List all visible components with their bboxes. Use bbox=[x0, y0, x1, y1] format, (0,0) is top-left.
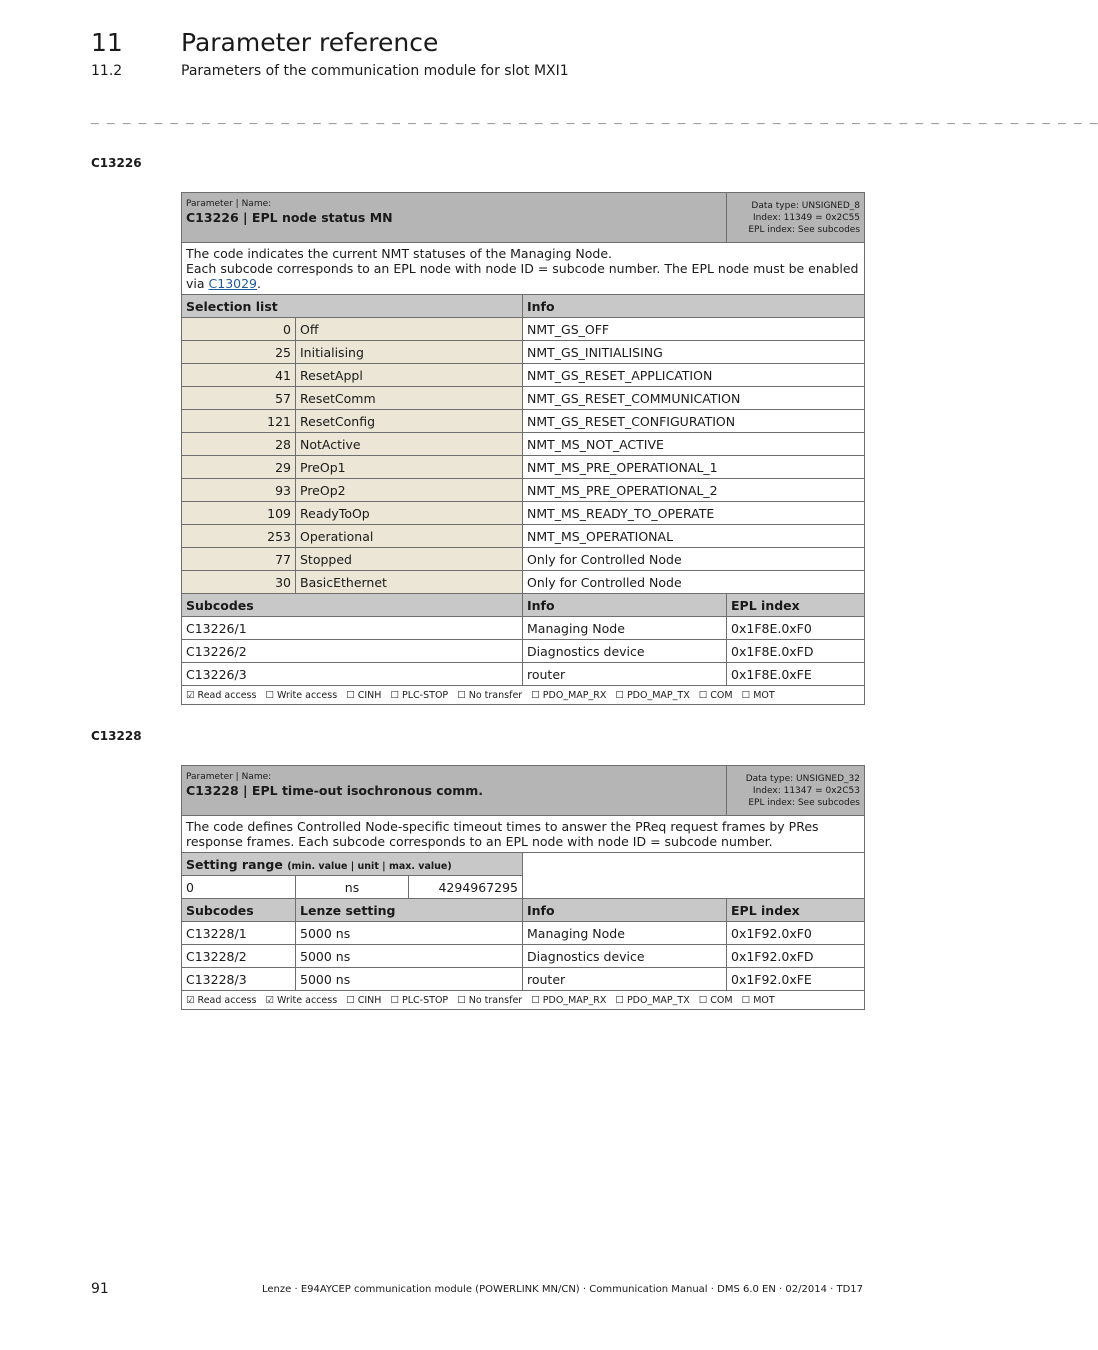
selection-row bbox=[182, 548, 865, 571]
c13228-parameter-table bbox=[181, 765, 865, 1010]
chapter-title: Parameter reference bbox=[181, 28, 439, 57]
selection-value: 28 bbox=[182, 433, 296, 456]
selection-value: 41 bbox=[182, 364, 296, 387]
selection-info: NMT_MS_READY_TO_OPERATE bbox=[523, 502, 865, 525]
subcodes-header: Subcodes bbox=[182, 594, 523, 617]
max-value: 4294967295 bbox=[409, 876, 523, 899]
subcode: C13226/1 bbox=[182, 617, 523, 640]
subcode: C13226/3 bbox=[182, 663, 523, 686]
selection-row bbox=[182, 410, 865, 433]
subcode-row bbox=[182, 968, 865, 991]
subcode-epl-index: 0x1F8E.0xFE bbox=[727, 663, 865, 686]
selection-name: Initialising bbox=[296, 341, 523, 364]
selection-row bbox=[182, 571, 865, 594]
selection-row bbox=[182, 502, 865, 525]
c13029-link[interactable]: C13029 bbox=[208, 276, 258, 291]
subcode-info: Managing Node bbox=[523, 922, 727, 945]
selection-info: NMT_MS_OPERATIONAL bbox=[523, 525, 865, 548]
subcode-row bbox=[182, 617, 865, 640]
selection-row bbox=[182, 387, 865, 410]
c13228-name-cell bbox=[182, 766, 727, 816]
subcode: C13226/2 bbox=[182, 640, 523, 663]
selection-value: 57 bbox=[182, 387, 296, 410]
subcodes-epl-header: EPL index bbox=[727, 594, 865, 617]
selection-name: Off bbox=[296, 318, 523, 341]
param-name-label: Parameter | Name: bbox=[186, 772, 272, 782]
selection-row bbox=[182, 318, 865, 341]
selection-name: PreOp1 bbox=[296, 456, 523, 479]
header-divider: _ _ _ _ _ _ _ _ _ _ _ _ _ _ _ _ _ _ _ _ _ _ _ _ _ _ _ _ _ _ _ _ _ _ _ _ _ _ _ _ _ _ _ _ _ _ _ _ _ _ _ _ _ _ _ _ _ _ _ _ _ _ _ _ bbox=[91, 110, 1098, 125]
selection-value: 253 bbox=[182, 525, 296, 548]
subcodes-epl-header: EPL index bbox=[727, 899, 865, 922]
lenze-setting-header: Lenze setting bbox=[296, 899, 523, 922]
subcode-info: Diagnostics device bbox=[523, 640, 727, 663]
parameter-index: Index: 11347 = 0x2C53 bbox=[752, 785, 860, 796]
selection-row bbox=[182, 525, 865, 548]
setting-range-note: (min. value | unit | max. value) bbox=[287, 860, 452, 872]
selection-info: NMT_MS_NOT_ACTIVE bbox=[523, 433, 865, 456]
selection-value: 109 bbox=[182, 502, 296, 525]
subcode-info: Diagnostics device bbox=[523, 945, 727, 968]
subcode-info: Managing Node bbox=[523, 617, 727, 640]
selection-name: ResetComm bbox=[296, 387, 523, 410]
selection-value: 0 bbox=[182, 318, 296, 341]
selection-row bbox=[182, 364, 865, 387]
c13226-name-cell bbox=[182, 193, 727, 243]
access-flags: ☑ Read access ☐ Write access ☐ CINH ☐ PLC-STOP ☐ No transfer ☐ PDO_MAP_RX ☐ PDO_MAP_TX ☐ COM ☐ MOT bbox=[182, 686, 865, 705]
subcode-row bbox=[182, 663, 865, 686]
section-number: 11.2 bbox=[91, 63, 123, 79]
selection-value: 121 bbox=[182, 410, 296, 433]
parameter-name: C13226 | EPL node status MN bbox=[186, 210, 393, 225]
setting-range-blank bbox=[523, 853, 865, 899]
page-number: 91 bbox=[91, 1281, 109, 1297]
subcodes-info-header: Info bbox=[523, 899, 727, 922]
description-period: . bbox=[257, 276, 261, 291]
section-title: Parameters of the communication module for slot MXI1 bbox=[181, 63, 569, 79]
selection-info: NMT_MS_PRE_OPERATIONAL_2 bbox=[523, 479, 865, 502]
selection-info: Only for Controlled Node bbox=[523, 571, 865, 594]
subcodes-info-header: Info bbox=[523, 594, 727, 617]
min-value: 0 bbox=[182, 876, 296, 899]
selection-name: PreOp2 bbox=[296, 479, 523, 502]
lenze-setting: 5000 ns bbox=[296, 945, 523, 968]
setting-range-label: Setting range bbox=[186, 856, 283, 872]
chapter-number: 11 bbox=[91, 28, 123, 57]
footer-text: Lenze · E94AYCEP communication module (POWERLINK MN/CN) · Communication Manual · DMS 6.0 EN · 02/2014 · TD17 bbox=[262, 1284, 863, 1295]
subcode-epl-index: 0x1F8E.0xF0 bbox=[727, 617, 865, 640]
data-type: Data type: UNSIGNED_32 bbox=[745, 773, 860, 784]
setting-range-header bbox=[182, 853, 523, 876]
c13226-description bbox=[182, 243, 865, 295]
selection-list-header: Selection list bbox=[182, 295, 523, 318]
description-line-1: The code indicates the current NMT statuses of the Managing Node. bbox=[186, 246, 613, 261]
selection-row bbox=[182, 456, 865, 479]
info-header: Info bbox=[523, 295, 865, 318]
selection-row bbox=[182, 479, 865, 502]
subcodes-header: Subcodes bbox=[182, 899, 296, 922]
subcode-epl-index: 0x1F92.0xFE bbox=[727, 968, 865, 991]
epl-index-note: EPL index: See subcodes bbox=[748, 797, 860, 808]
c13228-description: The code defines Controlled Node-specific timeout times to answer the PReq request frames by PRes response frames. Each subcode corresponds to an EPL node with node ID = subcode number. bbox=[182, 816, 865, 853]
selection-info: NMT_GS_RESET_CONFIGURATION bbox=[523, 410, 865, 433]
selection-info: NMT_GS_RESET_COMMUNICATION bbox=[523, 387, 865, 410]
subcode-epl-index: 0x1F8E.0xFD bbox=[727, 640, 865, 663]
selection-name: ResetAppl bbox=[296, 364, 523, 387]
data-type: Data type: UNSIGNED_8 bbox=[751, 200, 861, 211]
selection-row bbox=[182, 341, 865, 364]
selection-name: ResetConfig bbox=[296, 410, 523, 433]
description-line-2 bbox=[186, 261, 860, 291]
description-text: Each subcode corresponds to an EPL node with node ID = subcode number. The EPL node must be enabled via bbox=[186, 261, 859, 291]
lenze-setting: 5000 ns bbox=[296, 968, 523, 991]
lenze-setting: 5000 ns bbox=[296, 922, 523, 945]
subcode: C13228/1 bbox=[182, 922, 296, 945]
parameter-name: C13228 | EPL time-out isochronous comm. bbox=[186, 783, 484, 798]
c13226-parameter-table bbox=[181, 192, 865, 705]
selection-name: ReadyToOp bbox=[296, 502, 523, 525]
selection-name: BasicEthernet bbox=[296, 571, 523, 594]
c13226-datatype-cell bbox=[727, 193, 865, 243]
subcode-info: router bbox=[523, 968, 727, 991]
c13228-heading: C13228 bbox=[91, 729, 142, 743]
selection-value: 93 bbox=[182, 479, 296, 502]
selection-name: Operational bbox=[296, 525, 523, 548]
subcode-row bbox=[182, 640, 865, 663]
unit: ns bbox=[296, 876, 409, 899]
selection-name: NotActive bbox=[296, 433, 523, 456]
selection-info: NMT_MS_PRE_OPERATIONAL_1 bbox=[523, 456, 865, 479]
c13226-heading: C13226 bbox=[91, 156, 142, 170]
subcode: C13228/2 bbox=[182, 945, 296, 968]
selection-row bbox=[182, 433, 865, 456]
epl-index-note: EPL index: See subcodes bbox=[748, 224, 861, 235]
subcode: C13228/3 bbox=[182, 968, 296, 991]
access-flags: ☑ Read access ☑ Write access ☐ CINH ☐ PLC-STOP ☐ No transfer ☐ PDO_MAP_RX ☐ PDO_MAP_TX ☐ COM ☐ MOT bbox=[182, 991, 865, 1010]
selection-info: Only for Controlled Node bbox=[523, 548, 865, 571]
param-name-label: Parameter | Name: bbox=[186, 199, 272, 209]
selection-value: 30 bbox=[182, 571, 296, 594]
selection-info: NMT_GS_RESET_APPLICATION bbox=[523, 364, 865, 387]
selection-info: NMT_GS_OFF bbox=[523, 318, 865, 341]
selection-name: Stopped bbox=[296, 548, 523, 571]
subcode-epl-index: 0x1F92.0xF0 bbox=[727, 922, 865, 945]
subcode-epl-index: 0x1F92.0xFD bbox=[727, 945, 865, 968]
c13228-datatype-cell bbox=[727, 766, 865, 816]
selection-info: NMT_GS_INITIALISING bbox=[523, 341, 865, 364]
selection-value: 77 bbox=[182, 548, 296, 571]
selection-value: 25 bbox=[182, 341, 296, 364]
selection-value: 29 bbox=[182, 456, 296, 479]
subcode-row bbox=[182, 945, 865, 968]
subcode-info: router bbox=[523, 663, 727, 686]
parameter-index: Index: 11349 = 0x2C55 bbox=[752, 212, 861, 223]
subcode-row bbox=[182, 922, 865, 945]
